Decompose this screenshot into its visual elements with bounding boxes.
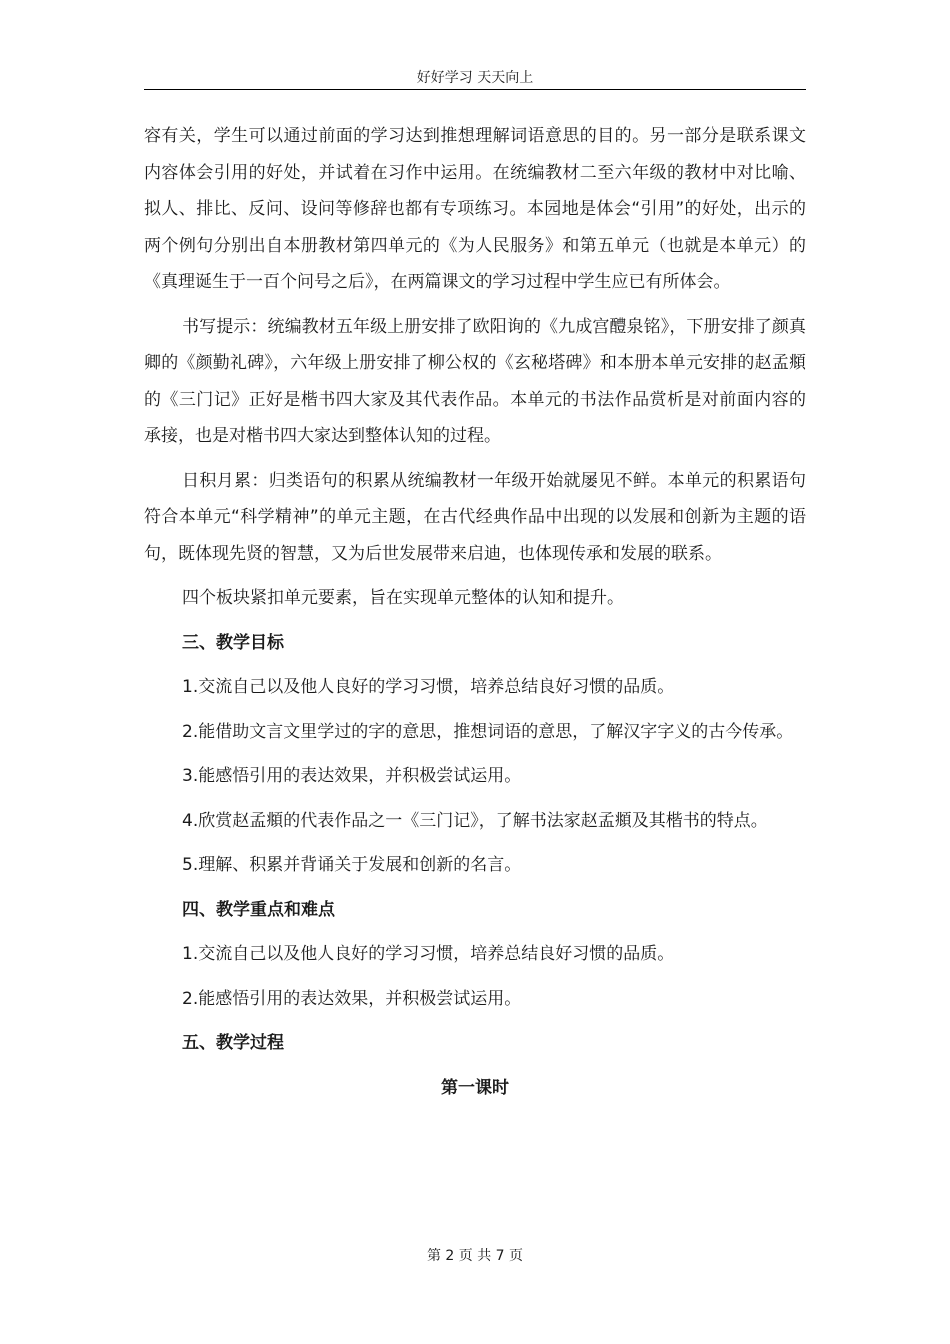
lesson-title: 第一课时 [441, 1077, 509, 1098]
paragraph-summary: 四个板块紧扣单元要素，旨在实现单元整体的认知和提升。 [182, 588, 624, 608]
header-divider [144, 89, 806, 90]
objective-item: 5.理解、积累并背诵关于发展和创新的名言。 [182, 855, 522, 875]
section-heading-key-points: 四、教学重点和难点 [182, 899, 335, 920]
objective-item: 4.欣赏赵孟頫的代表作品之一《三门记》，了解书法家赵孟頫及其楷书的特点。 [182, 810, 768, 831]
section-heading-objectives: 三、教学目标 [182, 632, 284, 653]
key-point-item: 2.能感悟引用的表达效果，并积极尝试运用。 [182, 988, 522, 1009]
objective-item: 2.能借助文言文里学过的字的意思，推想词语的意思，了解汉字字义的古今传承。 [182, 721, 794, 742]
paragraph-writing-tips: 书写提示：统编教材五年级上册安排了欧阳询的《九成宫醴泉铭》，下册安排了颜真卿的《颜勤礼碑》，六年级上册安排了柳公权的《玄秘塔碑》和本册本单元安排的赵孟頫的《三门记》正好是楷书四大家及其代表作品。本单元的书法作品赏析是对前面内容的承接，也是对楷书四大家达到整体认知的过程。 [144, 316, 806, 446]
paragraph-daily-accumulation: 日积月累：归类语句的积累从统编教材一年级开始就屡见不鲜。本单元的积累语句符合本单元“科学精神”的单元主题，在古代经典作品中出现的以发展和创新为主题的语句，既体现先贤的智慧，又为后世发展带来启迪，也体现传承和发展的联系。 [144, 470, 806, 564]
section-heading-process: 五、教学过程 [182, 1033, 284, 1053]
page-header: 好好学习 天天向上 [416, 70, 534, 86]
paragraph-continuation: 容有关，学生可以通过前面的学习达到推想理解词语意思的目的。另一部分是联系课文内容体会引用的好处，并试着在习作中运用。在统编教材二至六年级的教材中对比喻、拟人、排比、反问、设问等修辞也都有专项练习。本园地是体会“引用”的好处，出示的两个例句分别出自本册教材第四单元的《为人民服务》和第五单元（也就是本单元）的《真理诞生于一百个问号之后》，在两篇课文的学习过程中学生应已有所体会。 [144, 126, 806, 292]
document-body [144, 118, 806, 1106]
key-point-item: 1.交流自己以及他人良好的学习习惯，培养总结良好习惯的品质。 [182, 944, 675, 964]
page-number: 第 2 页 共 7 页 [426, 1248, 524, 1264]
objective-item: 3.能感悟引用的表达效果，并积极尝试运用。 [182, 766, 522, 786]
objective-item: 1.交流自己以及他人良好的学习习惯，培养总结良好习惯的品质。 [182, 677, 675, 697]
